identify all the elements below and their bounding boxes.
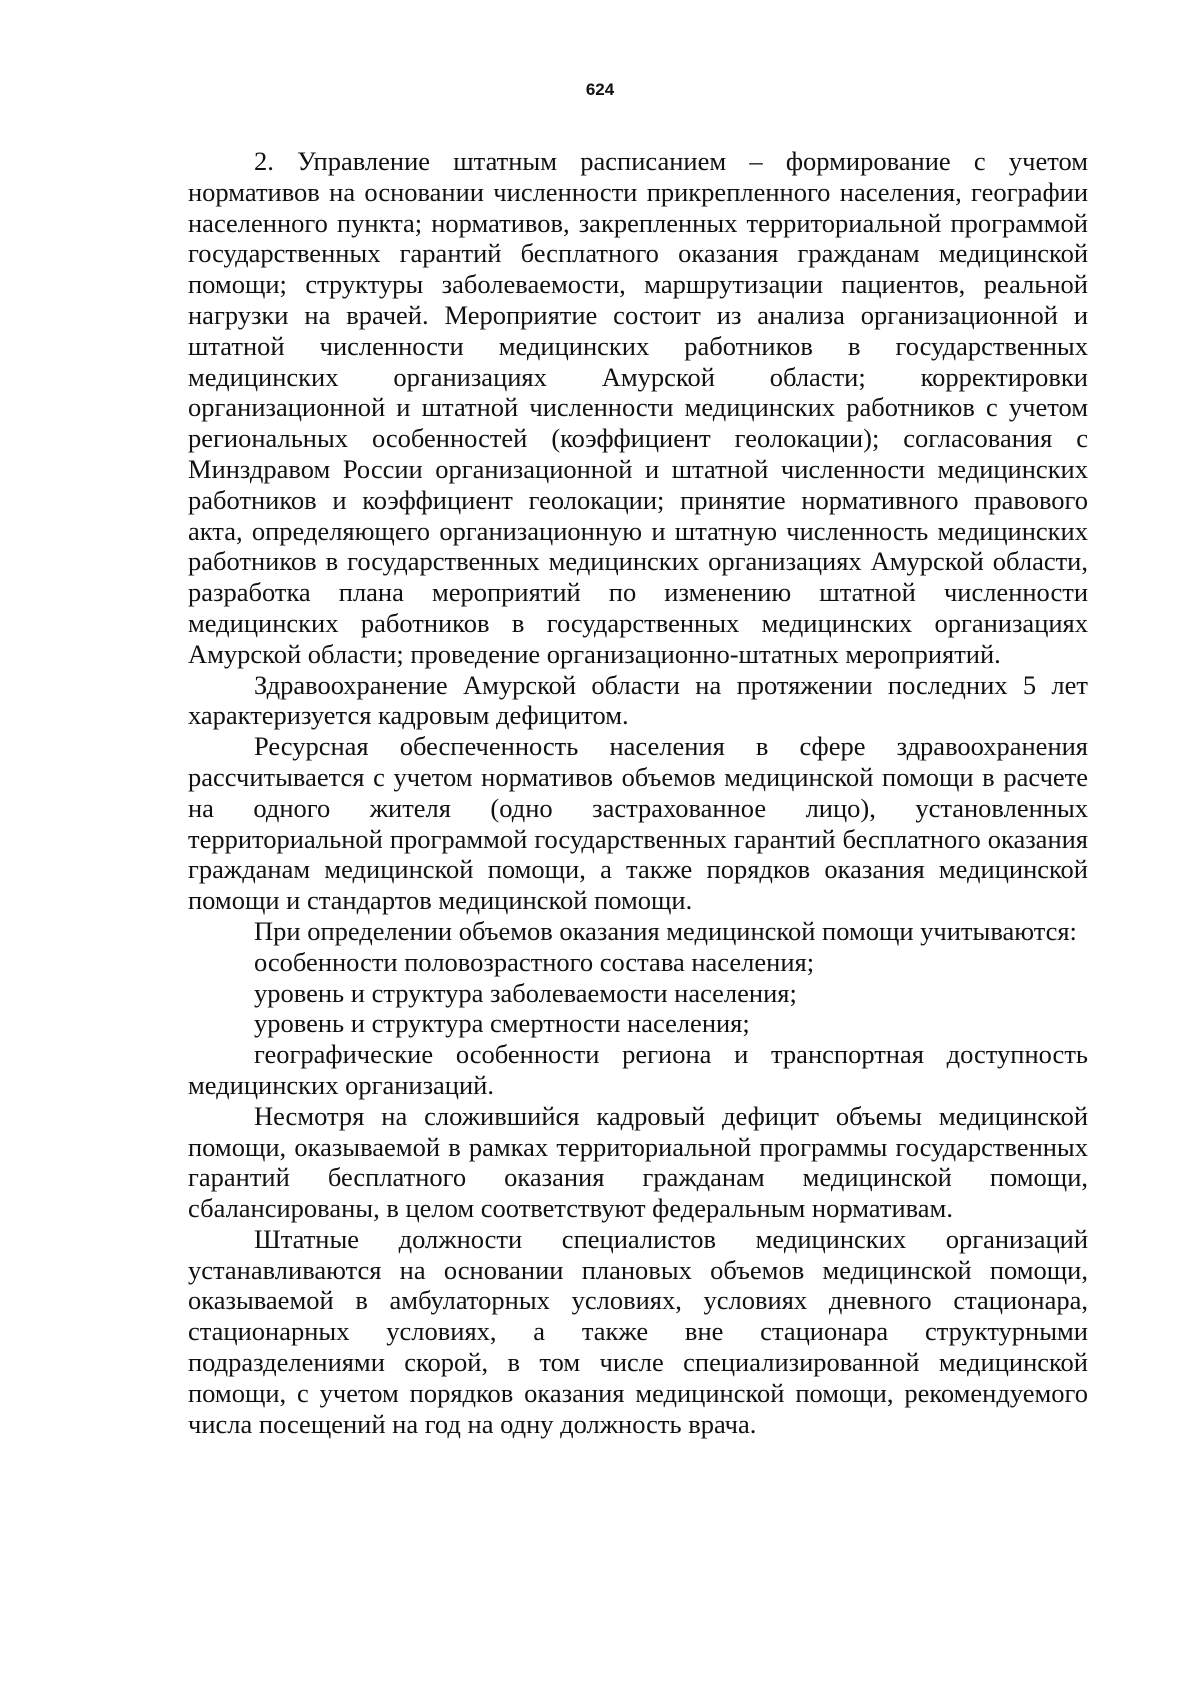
list-item: особенности половозрастного состава населения; xyxy=(254,946,815,977)
paragraph-resource-provision: Ресурсная обеспеченность населения в сфере здравоохранения рассчитывается с учетом нормативов объемов медицинской помощи в расчете на одного жителя (одно застрахованное лицо), установленных территориальной программой государственных гарантий бесплатного оказания гражданам медицинской помощи, а также порядков оказания медицинской помощи и стандартов медицинской помощи. xyxy=(188,731,1088,916)
page-number: 624 xyxy=(585,80,615,99)
document-body xyxy=(188,146,1088,1439)
paragraph-volume-factors-intro: При определении объемов оказания медицинской помощи учитываются: xyxy=(254,915,1077,946)
paragraph-staff-deficit: Здравоохранение Амурской области на протяжении последних 5 лет характеризуется кадровым дефицитом. xyxy=(188,669,1088,731)
list-item: уровень и структура смертности населения; xyxy=(254,1008,750,1039)
list-item: уровень и структура заболеваемости населения; xyxy=(254,977,797,1008)
paragraph-staff-positions: Штатные должности специалистов медицинских организаций устанавливаются на основании плановых объемов медицинской помощи, оказываемой в амбулаторных условиях, условиях дневного стационара, стационарных условиях, а также вне стационара структурными подразделениями скорой, в том числе специализированной медицинской помощи, с учетом порядков оказания медицинской помощи, рекомендуемого числа посещений на год на одну должность врача. xyxy=(188,1223,1088,1439)
paragraph-staffing-management: 2. Управление штатным расписанием – формирование с учетом нормативов на основании численности прикрепленного населения, географии населенного пункта; нормативов, закрепленных территориальной программой государственных гарантий бесплатного оказания гражданам медицинской помощи; структуры заболеваемости, маршрутизации пациентов, реальной нагрузки на врачей. Мероприятие состоит из анализа организационной и штатной численности медицинских работников в государственных медицинских организациях Амурской области; корректировки организационной и штатной численности медицинских работников с учетом региональных особенностей (коэффициент геолокации); согласования с Минздравом России организационной и штатной численности медицинских работников и коэффициент геолокации; принятие нормативного правового акта, определяющего организационную и штатную численность медицинских работников в государственных медицинских организациях Амурской области, разработка плана мероприятий по изменению штатной численности медицинских работников в государственных медицинских организациях Амурской области; проведение организационно-штатных мероприятий. xyxy=(188,146,1088,669)
paragraph-balanced-volumes: Несмотря на сложившийся кадровый дефицит объемы медицинской помощи, оказываемой в рамках территориальной программы государственных гарантий бесплатного оказания гражданам медицинской помощи, сбалансированы, в целом соответствуют федеральным нормативам. xyxy=(188,1100,1088,1224)
list-item: географические особенности региона и транспортная доступность медицинских организаций. xyxy=(188,1039,1088,1100)
